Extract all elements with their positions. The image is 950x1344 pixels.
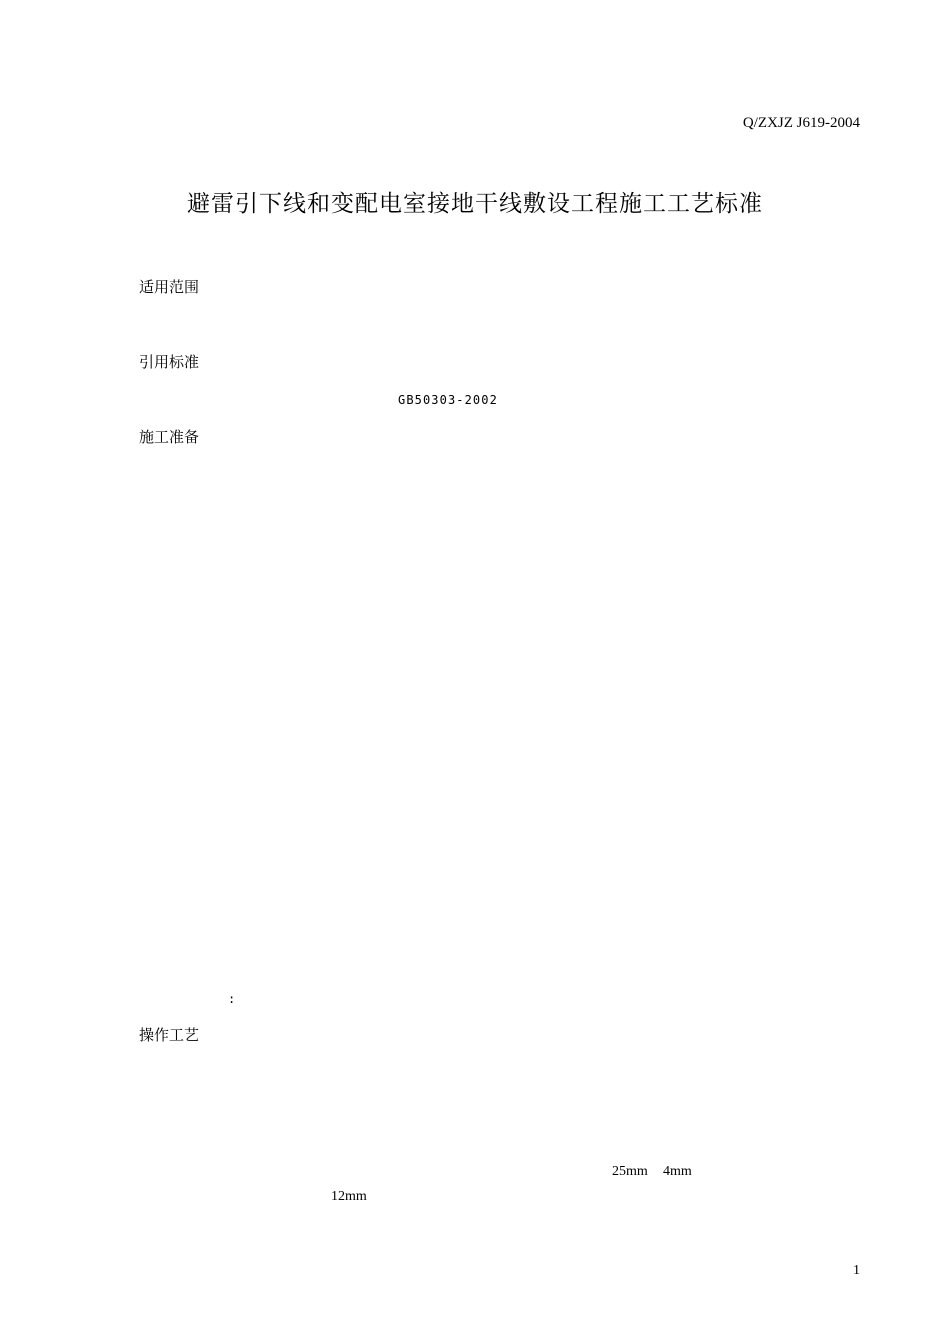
reference-standard-number: GB50303-2002: [398, 393, 498, 407]
dimension-value: 12mm: [331, 1189, 367, 1204]
document-title: 避雷引下线和变配电室接地干线敷设工程施工工艺标准: [187, 191, 763, 217]
heading-process: 操作工艺: [139, 1026, 200, 1044]
preparation-line: :: [228, 992, 237, 1006]
heading-preparation: 施工准备: [139, 428, 200, 446]
dimension-value: 4mm: [663, 1164, 692, 1179]
heading-references: 引用标准: [139, 353, 200, 371]
page-number: 1: [853, 1263, 860, 1278]
dimension-value: 25mm: [612, 1164, 648, 1179]
heading-scope: 适用范围: [139, 278, 200, 296]
standard-code: Q/ZXJZ J619-2004: [742, 115, 860, 131]
